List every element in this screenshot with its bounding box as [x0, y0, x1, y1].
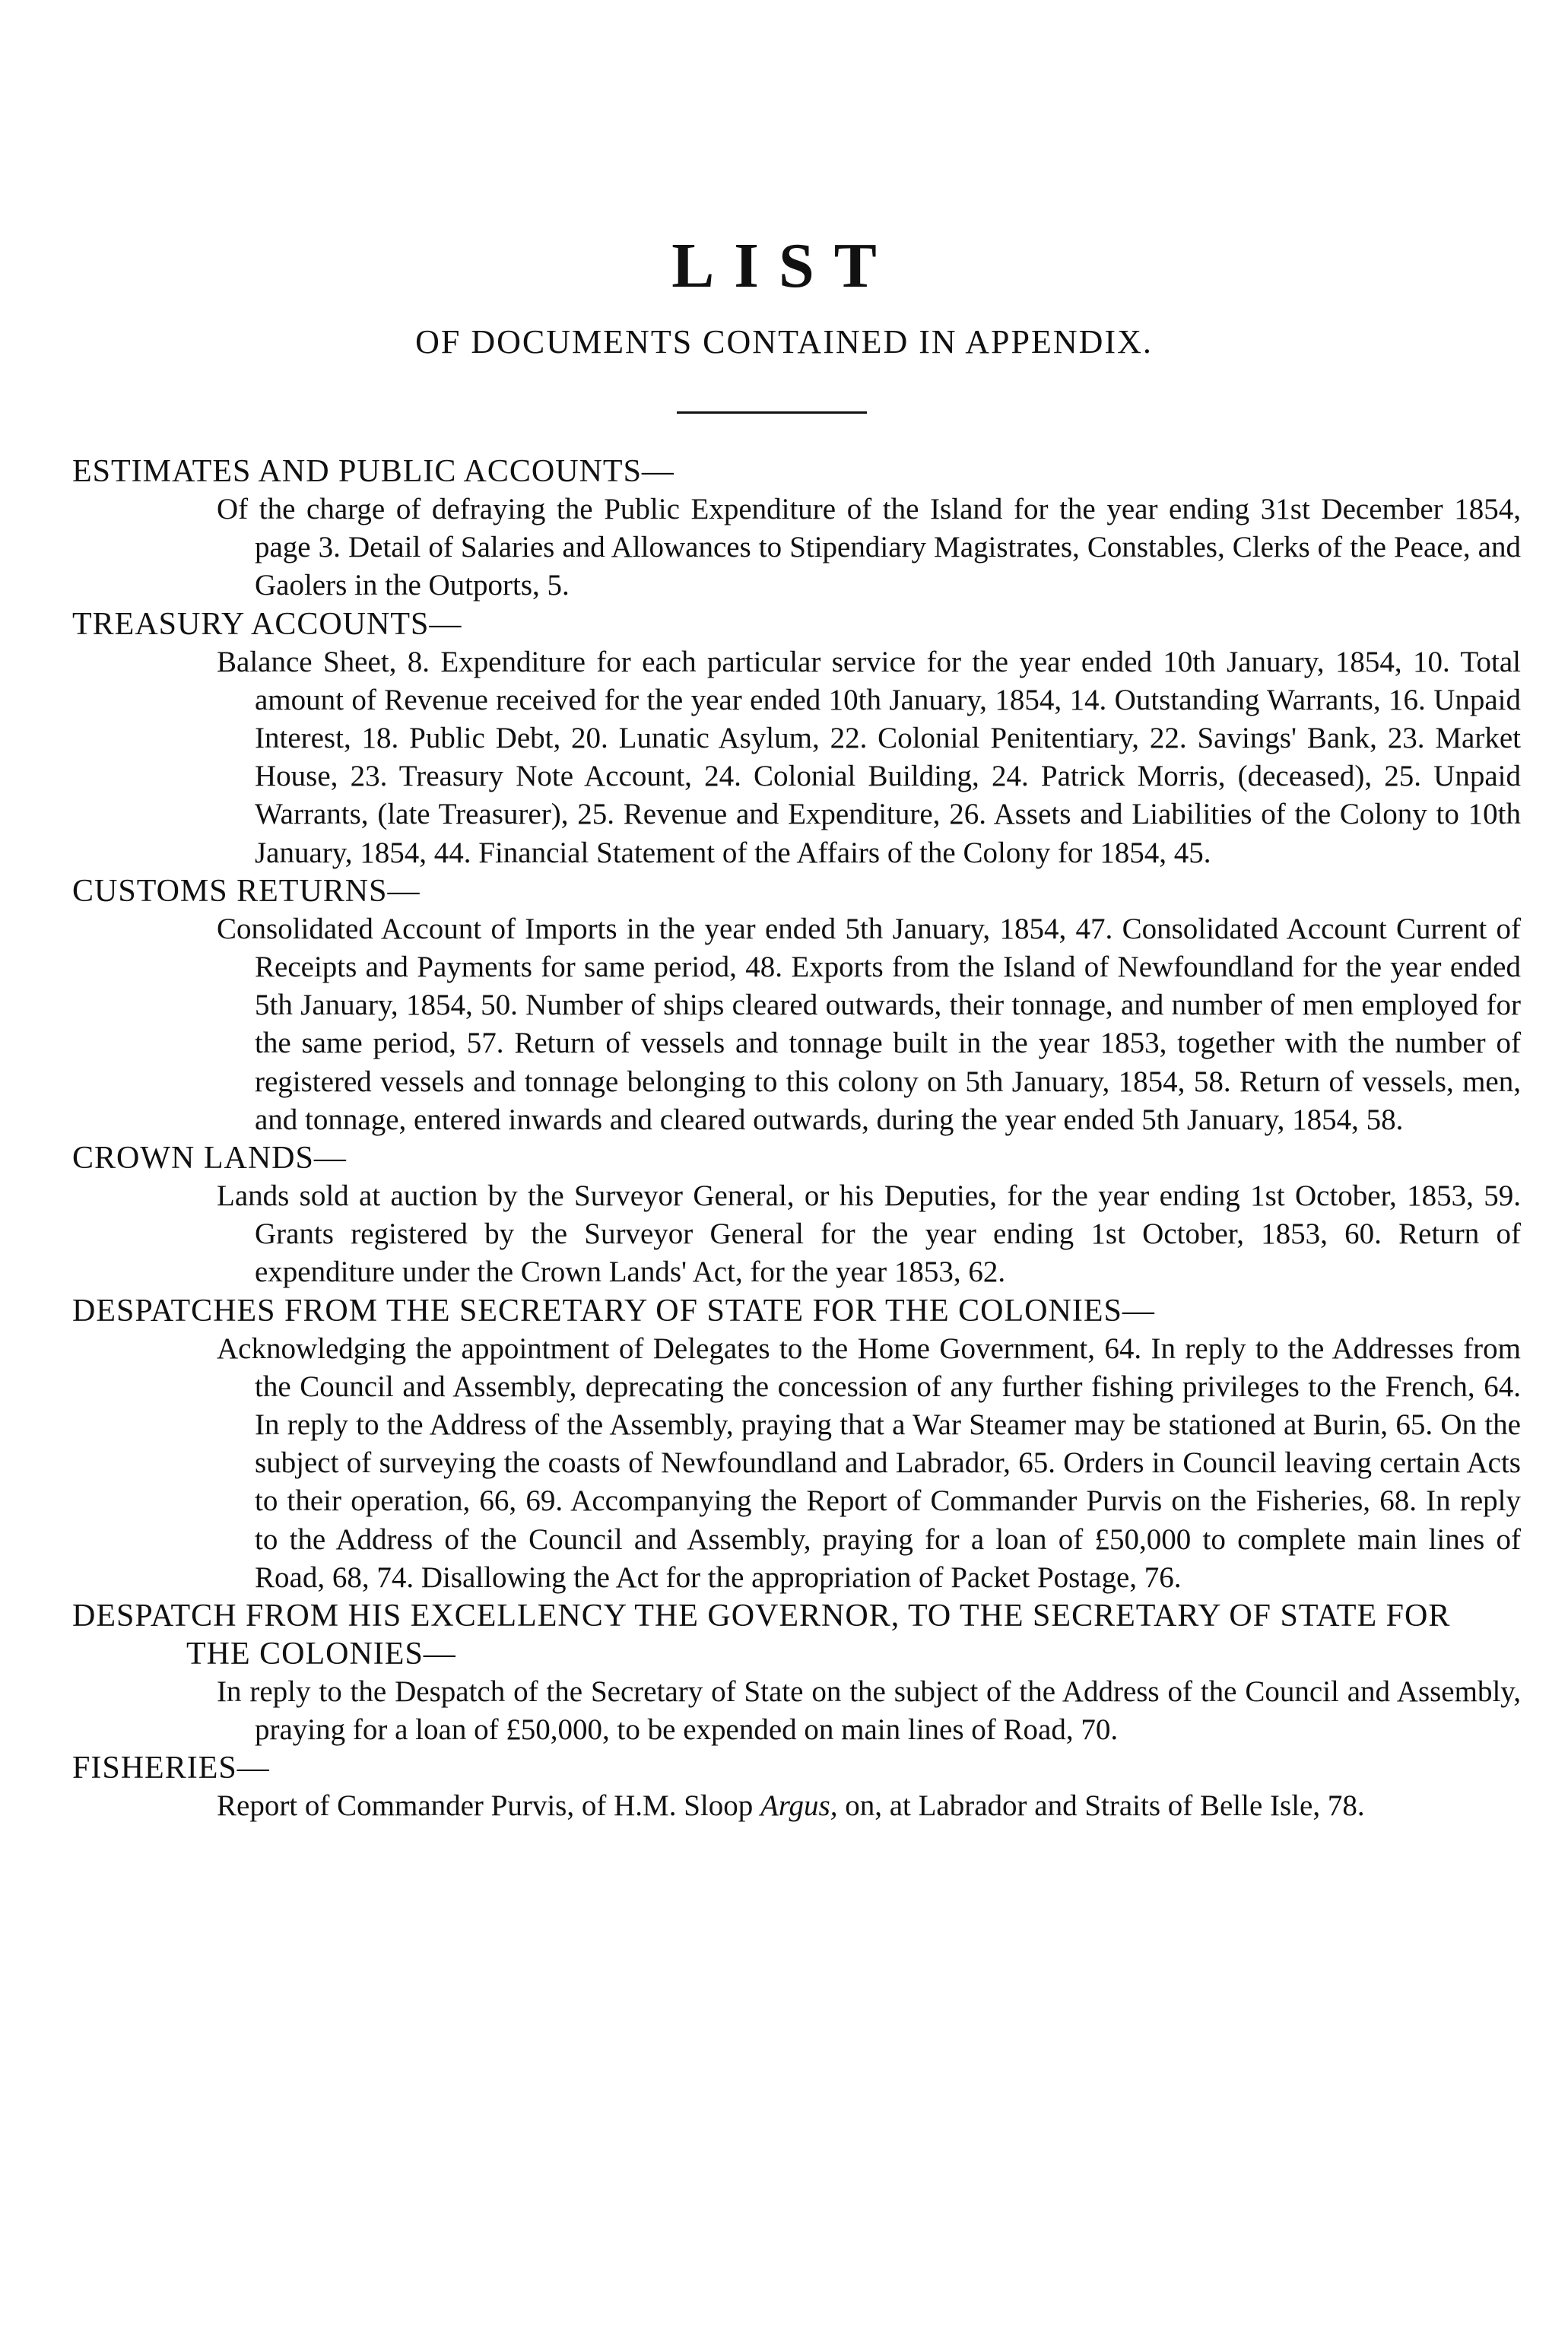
- section-heading: FISHERIES—: [72, 1751, 270, 1786]
- appendix-contents: [72, 452, 1521, 1826]
- title-divider: [677, 411, 867, 414]
- page-title: LIST: [671, 230, 897, 301]
- entry-text: Report of Commander Purvis, of H.M. Sloop: [217, 1789, 760, 1823]
- page-subtitle: OF DOCUMENTS CONTAINED IN APPENDIX.: [415, 323, 1153, 360]
- section-estimates: [72, 452, 1521, 605]
- section-entry: In reply to the Despatch of the Secretary of State on the subject of the Address of the Council and Assembly, praying for a loan of £50,000, to be expended on main lines of Road, 70.: [217, 1675, 1521, 1747]
- section-heading: TREASURY ACCOUNTS—: [72, 606, 462, 642]
- section-fisheries: [72, 1749, 1521, 1825]
- section-entry: [72, 1787, 1521, 1825]
- section-entry: Of the charge of defraying the Public Expenditure of the Island for the year ending 31st December 1854, page 3. Detail of Salaries and Allowances to Stipendiary Magistrates, Constables, Clerks of the Peace, and Gaolers in the Outports, 5.: [217, 493, 1521, 602]
- section-heading: DESPATCH FROM HIS EXCELLENCY THE GOVERNOR, TO THE SECRETARY OF STATE FOR THE COLONIES—: [72, 1598, 1451, 1672]
- section-despatch-governor: [72, 1597, 1521, 1749]
- section-heading: CUSTOMS RETURNS—: [72, 873, 421, 909]
- section-despatches-secretary: [72, 1292, 1521, 1597]
- entry-text: on, at Labrador and Straits of Belle Isle, 78.: [837, 1789, 1365, 1823]
- section-heading: DESPATCHES FROM THE SECRETARY OF STATE FOR THE COLONIES—: [72, 1293, 1155, 1329]
- section-customs: [72, 872, 1521, 1139]
- section-entry: Balance Sheet, 8. Expenditure for each particular service for the year ended 10th January, 1854, 10. Total amount of Revenue received for the year ended 10th January, 1854, 14. Outstanding Warrants, 16. Unpaid Interest, 18. Public Debt, 20. Lunatic Asylum, 22. Colonial Penitentiary, 22. Savings' Bank, 23. Market House, 23. Treasury Note Account, 24. Colonial Building, 24. Patrick Morris, (deceased), 25. Unpaid Warrants, (late Treasurer), 25. Revenue and Expenditure, 26. Assets and Liabilities of the Colony to 10th January, 1854, 44. Financial Statement of the Affairs of the Colony for 1854, 45.: [217, 645, 1521, 869]
- ship-name: Argus,: [760, 1789, 838, 1823]
- section-entry: Consolidated Account of Imports in the year ended 5th January, 1854, 47. Consolidated Account Current of Receipts and Payments for same period, 48. Exports from the Island of Newfoundland for the year ended 5th January, 1854, 50. Number of ships cleared outwards, their tonnage, and number of men employed for the same period, 57. Return of vessels and tonnage built in the year 1853, together with the number of registered vessels and tonnage belonging to this colony on 5th January, 1854, 58. Return of vessels, men, and tonnage, entered inwards and cleared outwards, during the year ended 5th January, 1854, 58.: [217, 912, 1521, 1136]
- section-crown-lands: [72, 1139, 1521, 1292]
- section-entry: Acknowledging the appointment of Delegates to the Home Government, 64. In reply to the Addresses from the Council and Assembly, deprecating the concession of any further fishing privileges to the French, 64. In reply to the Address of the Assembly, praying that a War Steamer may be stationed at Burin, 65. On the subject of surveying the coasts of Newfoundland and Labrador, 65. Orders in Council leaving certain Acts to their operation, 66, 69. Accompanying the Report of Commander Purvis on the Fisheries, 68. In reply to the Address of the Council and Assembly, praying for a loan of £50,000 to complete main lines of Road, 68, 74. Disallowing the Act for the appropriation of Packet Postage, 76.: [217, 1332, 1521, 1594]
- section-heading: CROWN LANDS—: [72, 1141, 347, 1176]
- section-entry: Lands sold at auction by the Surveyor General, or his Deputies, for the year ending 1st October, 1853, 59. Grants registered by the Surveyor General for the year ending 1st October, 1853, 60. Return of expenditure under the Crown Lands' Act, for the year 1853, 62.: [217, 1179, 1521, 1289]
- section-treasury: [72, 605, 1521, 872]
- section-heading: ESTIMATES AND PUBLIC ACCOUNTS—: [72, 454, 674, 489]
